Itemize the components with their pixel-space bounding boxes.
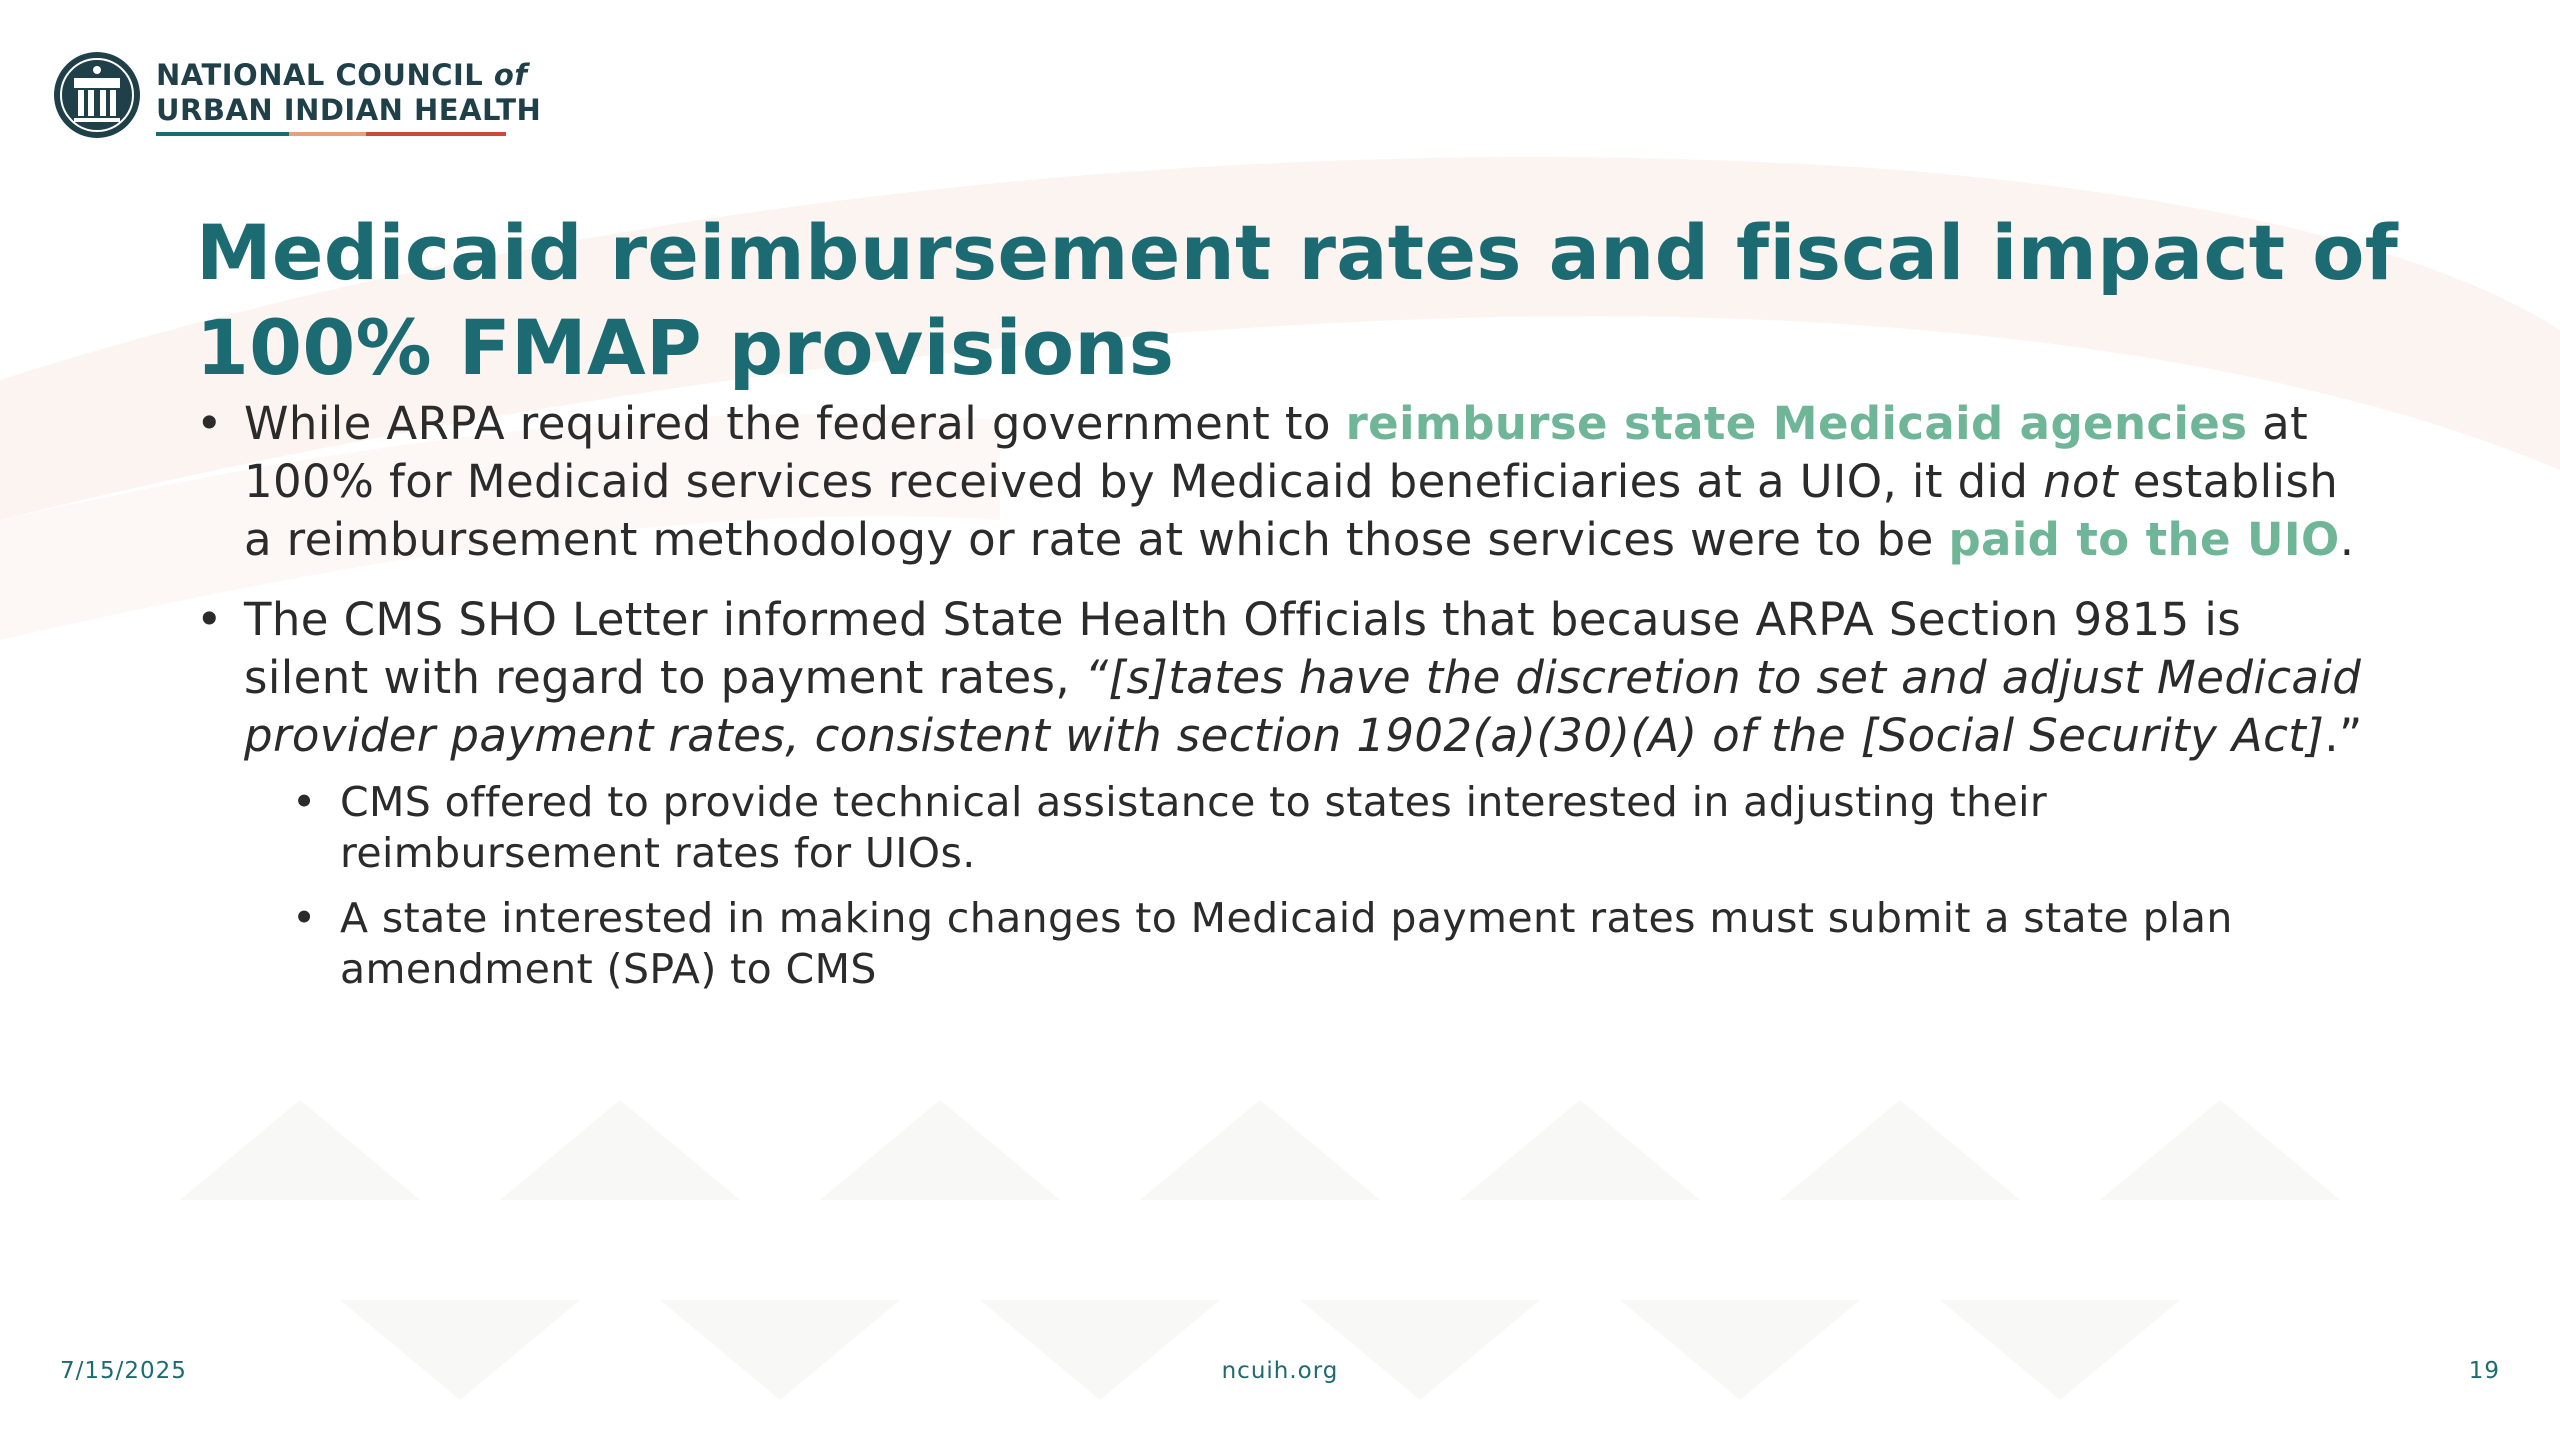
highlight-text: paid to the UIO xyxy=(1948,513,2340,566)
slide-body xyxy=(196,395,2376,995)
emphasis-text: not xyxy=(2043,455,2119,508)
sub-bullet-list xyxy=(196,777,2376,995)
footer-date: 7/15/2025 xyxy=(60,1358,187,1384)
ncuih-seal-icon xyxy=(52,50,142,140)
sub-bullet-item xyxy=(292,893,2376,995)
slide-title xyxy=(196,205,2436,395)
highlight-text: reimburse state Medicaid agencies xyxy=(1345,397,2248,450)
bullet-marker: • xyxy=(196,593,223,646)
quote-text: “[s]tates have the discretion to set and adjust Medicaid provider payment rates, consistent with section 1902(a)(30)(A) of the [Social Security Act] xyxy=(244,651,2362,762)
organization-logo xyxy=(52,50,541,140)
logo-underline xyxy=(156,132,506,136)
sub-bullet-item xyxy=(292,777,2376,879)
bullet-marker: • xyxy=(196,397,223,450)
bullet-text: at 100% for Medicaid services received by Medicaid beneficiaries at a UIO, it did xyxy=(244,397,2309,508)
bullet-marker: • xyxy=(292,894,317,942)
title-line-2: 100% FMAP provisions xyxy=(196,303,1175,392)
bullet-text: establish a reimbursement methodology or rate at which those services were to be xyxy=(244,455,2339,566)
logo-wordmark xyxy=(142,50,541,136)
logo-line-1: NATIONAL COUNCIL of xyxy=(156,58,528,92)
bullet-text: While ARPA required the federal government to xyxy=(244,397,1346,450)
logo-line-2: URBAN INDIAN HEALTH xyxy=(156,93,542,127)
bullet-text: . xyxy=(2339,513,2355,566)
bullet-item xyxy=(196,591,2376,765)
sub-bullet-text: CMS offered to provide technical assistance to states interested in adjusting their reimbursement rates for UIOs. xyxy=(340,778,2048,877)
bullet-text: .” xyxy=(2324,709,2363,762)
sub-bullet-text: A state interested in making changes to Medicaid payment rates must submit a state plan amendment (SPA) to CMS xyxy=(340,894,2233,993)
bullet-marker: • xyxy=(292,778,317,826)
bullet-item xyxy=(196,395,2376,569)
title-line-1: Medicaid reimbursement rates and fiscal impact of xyxy=(196,208,2399,297)
bullet-text: The CMS SHO Letter informed State Health Officials that because ARPA Section 9815 is silent with regard to payment rates, xyxy=(244,593,2242,704)
slide-number: 19 xyxy=(2468,1358,2500,1384)
footer-website: ncuih.org xyxy=(1221,1358,1339,1384)
